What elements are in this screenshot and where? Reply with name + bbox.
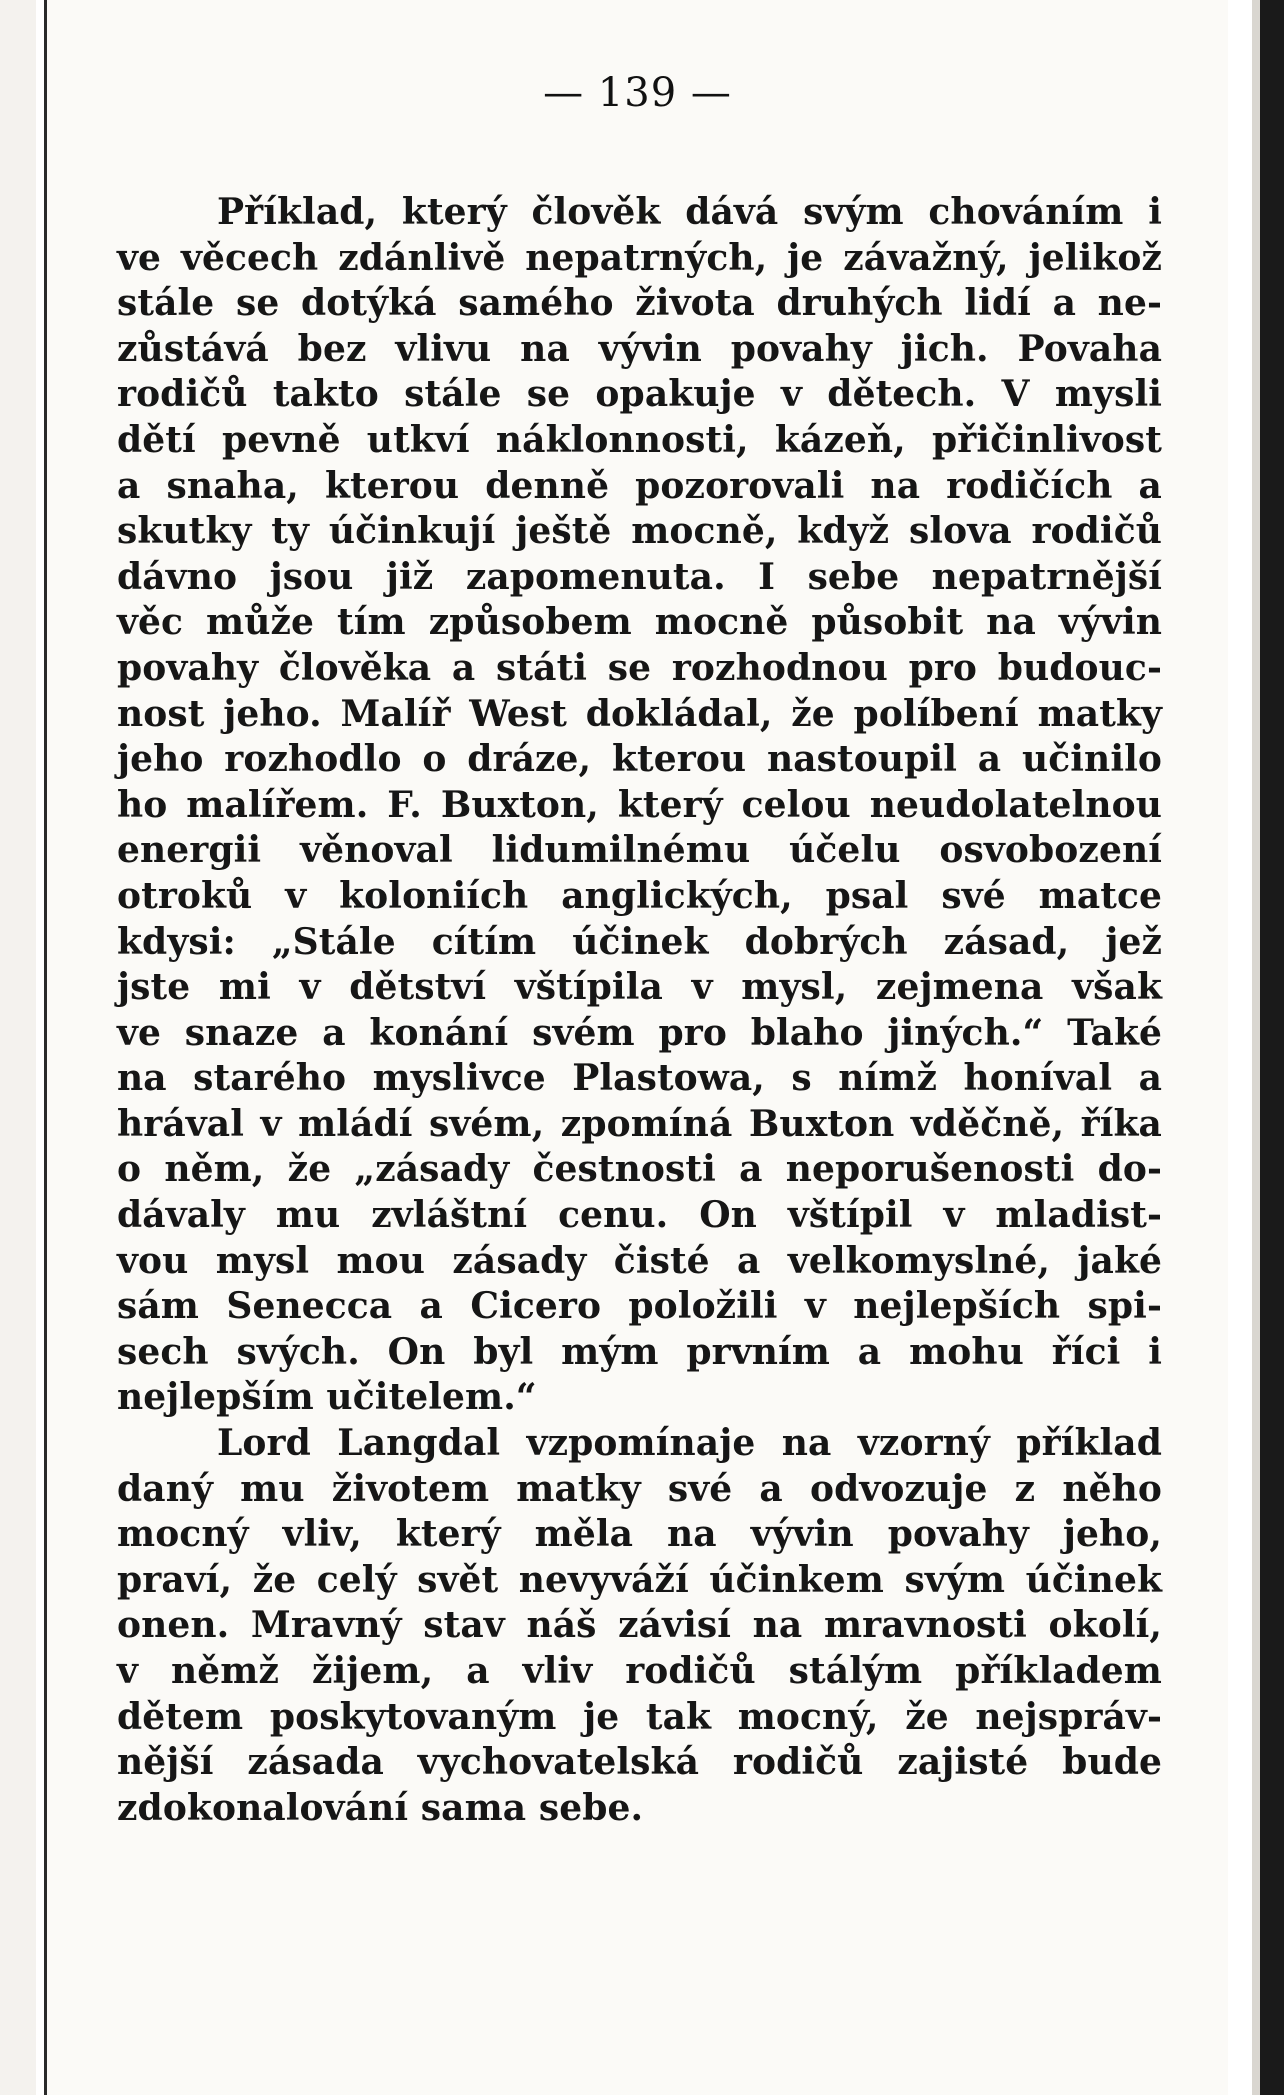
text-line: sech svých. On byl mým prvním a mohu říci i <box>117 1330 1162 1373</box>
text-line: zůstává bez vlivu na vývin povahy jich. Povaha <box>117 327 1162 370</box>
text-line: otroků v koloniích anglických, psal své matce <box>117 874 1162 917</box>
text-line: sám Senecca a Cicero položili v nejlepších spi- <box>117 1285 1162 1328</box>
text-line: praví, že celý svět nevyváží účinkem svým účinek <box>117 1558 1162 1601</box>
text-line: mocný vliv, který měla na vývin povahy jeho, <box>117 1513 1162 1556</box>
text-line: věc může tím způsobem mocně působit na vývin <box>117 601 1162 644</box>
text-line: Příklad, který člověk dává svým chováním i <box>217 191 1162 233</box>
text-line: hrával v mládí svém, zpomíná Buxton vděčně, říka <box>117 1102 1162 1145</box>
text-line: dětem poskytovaným je tak mocný, že nejspráv- <box>117 1695 1162 1738</box>
text-line: dětí pevně utkví náklonnosti, kázeň, přičinlivost <box>117 418 1162 461</box>
text-line: Lord Langdal vzpomínaje na vzorný příklad <box>217 1422 1162 1465</box>
scan-right-margin-light <box>1252 0 1260 2095</box>
text-line: nejlepším učitelem.“ <box>117 1376 537 1419</box>
text-line: ho malířem. F. Buxton, který celou neudolatelnou <box>117 783 1162 826</box>
text-line: energii věnoval lidumilnému účelu osvobození <box>117 829 1162 872</box>
text-line: rodičů takto stále se opakuje v dětech. V mysli <box>117 373 1162 416</box>
text-line: nost jeho. Malíř West dokládal, že políbení matky <box>117 692 1162 735</box>
text-line: nější zásada vychovatelská rodičů zajisté bude <box>117 1741 1162 1784</box>
text-line: a snaha, kterou denně pozorovali na rodičích a <box>117 464 1162 507</box>
text-line: vou mysl mou zásady čisté a velkomyslné, jaké <box>117 1239 1162 1282</box>
text-line: v němž žijem, a vliv rodičů stálým příkladem <box>117 1650 1162 1692</box>
text-line: ve snaze a konání svém pro blaho jiných.“ Také <box>117 1011 1162 1054</box>
text-line: jeho rozhodlo o dráze, kterou nastoupil a učinilo <box>117 738 1162 781</box>
text-line: daný mu životem matky své a odvozuje z něho <box>117 1467 1162 1510</box>
page-number: — 139 — <box>543 70 732 116</box>
text-line: onen. Mravný stav náš závisí na mravnosti okolí, <box>117 1604 1162 1647</box>
text-line: jste mi v dětství vštípila v mysl, zejmena však <box>117 966 1162 1009</box>
text-line: skutky ty účinkují ještě mocně, když slova rodičů <box>117 510 1162 553</box>
body-text <box>117 190 1162 1831</box>
text-line: o něm, že „zásady čestnosti a neporušenosti do- <box>117 1148 1162 1191</box>
text-line: povahy člověka a státi se rozhodnou pro budouc- <box>117 646 1162 689</box>
text-line: na starého myslivce Plastowa, s nímž honíval a <box>117 1057 1162 1100</box>
scan-right-margin-dark <box>1260 0 1284 2095</box>
text-line: ve věcech zdánlivě nepatrných, je závažný, jelikož <box>117 236 1162 279</box>
text-line: dávno jsou již zapomenuta. I sebe nepatrnější <box>117 555 1162 598</box>
text-line: dávaly mu zvláštní cenu. On vštípil v mladist- <box>117 1194 1162 1237</box>
text-line: kdysi: „Stále cítím účinek dobrých zásad, jež <box>117 920 1162 963</box>
text-line: zdokonalování sama sebe. <box>117 1786 644 1829</box>
book-page <box>47 0 1228 2095</box>
scan-left-margin <box>0 0 36 2095</box>
text-line: stále se dotýká samého života druhých lidí a ne- <box>117 282 1162 325</box>
